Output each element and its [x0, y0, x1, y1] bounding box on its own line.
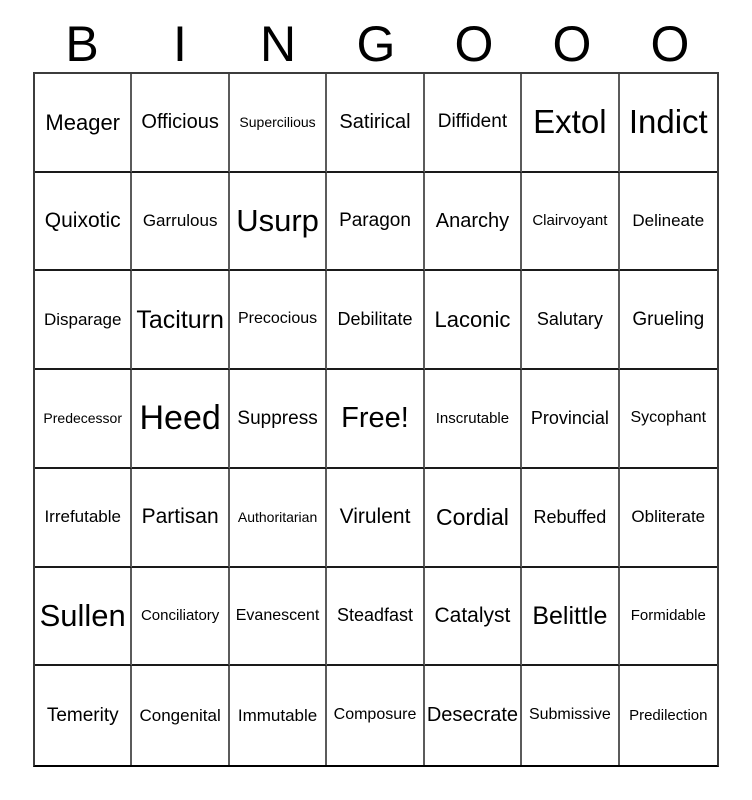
bingo-word: Usurp: [236, 202, 319, 238]
bingo-cell[interactable]: [230, 666, 327, 765]
bingo-cell[interactable]: [230, 568, 327, 667]
bingo-cell[interactable]: [425, 271, 522, 370]
bingo-cell[interactable]: [620, 469, 717, 568]
bingo-word: Catalyst: [434, 603, 511, 627]
bingo-word: Sycophant: [630, 409, 707, 427]
bingo-word: Sullen: [39, 597, 126, 633]
bingo-cell[interactable]: [425, 370, 522, 469]
bingo-cell[interactable]: [230, 271, 327, 370]
bingo-word: Diffident: [437, 111, 508, 133]
bingo-word: Delineate: [632, 211, 705, 231]
bingo-cell[interactable]: [522, 666, 619, 765]
title-letter: N: [259, 16, 297, 72]
bingo-cell[interactable]: [35, 469, 132, 568]
bingo-cell[interactable]: [132, 271, 229, 370]
bingo-cell[interactable]: [35, 568, 132, 667]
bingo-word: Formidable: [630, 607, 706, 625]
bingo-word: Immutable: [237, 705, 318, 725]
bingo-word: Cordial: [435, 504, 509, 531]
bingo-word: Meager: [45, 109, 120, 135]
bingo-word: Conciliatory: [140, 607, 220, 625]
bingo-word: Paragon: [339, 210, 411, 232]
bingo-cell[interactable]: [620, 568, 717, 667]
bingo-cell[interactable]: [230, 469, 327, 568]
bingo-cell[interactable]: [620, 370, 717, 469]
bingo-cell[interactable]: [132, 666, 229, 765]
bingo-word: Authoritarian: [237, 508, 318, 525]
bingo-cell[interactable]: [425, 173, 522, 272]
bingo-word: Evanescent: [235, 606, 320, 624]
title-letter: O: [650, 16, 690, 72]
bingo-word: Rebuffed: [533, 506, 607, 527]
bingo-cell[interactable]: [425, 469, 522, 568]
bingo-cell[interactable]: [35, 173, 132, 272]
title-letter: G: [356, 16, 396, 72]
bingo-cell[interactable]: [132, 173, 229, 272]
bingo-cell[interactable]: [425, 568, 522, 667]
bingo-cell[interactable]: [327, 173, 424, 272]
bingo-cell[interactable]: [522, 74, 619, 173]
bingo-word: Garrulous: [142, 211, 218, 231]
bingo-word: Laconic: [434, 307, 511, 333]
bingo-word: Belittle: [532, 601, 608, 630]
bingo-cell[interactable]: [327, 469, 424, 568]
title-letter: B: [65, 16, 99, 72]
bingo-word: Temerity: [46, 704, 119, 726]
bingo-cell[interactable]: [132, 74, 229, 173]
bingo-cell[interactable]: [132, 568, 229, 667]
bingo-cell[interactable]: [132, 469, 229, 568]
bingo-title: [33, 0, 719, 70]
bingo-word: Anarchy: [435, 209, 510, 232]
bingo-cell[interactable]: [327, 568, 424, 667]
bingo-cell[interactable]: [327, 666, 424, 765]
bingo-word: Clairvoyant: [532, 212, 608, 230]
bingo-cell[interactable]: [327, 271, 424, 370]
bingo-cell[interactable]: [522, 173, 619, 272]
bingo-word: Officious: [141, 110, 219, 133]
bingo-cell[interactable]: [522, 370, 619, 469]
bingo-word: Obliterate: [631, 507, 706, 527]
bingo-cell[interactable]: [35, 666, 132, 765]
bingo-word: Taciturn: [136, 305, 224, 334]
bingo-word: Grueling: [632, 308, 705, 330]
bingo-word: Salutary: [536, 309, 603, 330]
free-space-label: Free!: [341, 402, 409, 435]
bingo-grid: [33, 72, 719, 767]
bingo-word: Precocious: [237, 310, 318, 328]
bingo-word: Composure: [333, 706, 417, 724]
bingo-cell[interactable]: [327, 74, 424, 173]
bingo-word: Virulent: [339, 505, 411, 529]
bingo-word: Quixotic: [44, 209, 121, 233]
title-letter: O: [454, 16, 494, 72]
bingo-word: Submissive: [528, 706, 611, 724]
bingo-cell[interactable]: [132, 370, 229, 469]
bingo-word: Heed: [139, 398, 221, 437]
bingo-word: Inscrutable: [435, 409, 510, 427]
bingo-cell[interactable]: [620, 271, 717, 370]
bingo-cell[interactable]: [35, 271, 132, 370]
bingo-word: Provincial: [530, 408, 609, 429]
bingo-cell[interactable]: [425, 666, 522, 765]
bingo-word: Irrefutable: [44, 507, 121, 527]
title-letter: O: [552, 16, 592, 72]
bingo-cell[interactable]: [620, 666, 717, 765]
free-space-cell[interactable]: [327, 370, 424, 469]
bingo-word: Congenital: [139, 705, 221, 725]
bingo-cell[interactable]: [425, 74, 522, 173]
bingo-cell[interactable]: [522, 568, 619, 667]
bingo-word: Steadfast: [336, 605, 414, 626]
bingo-cell[interactable]: [620, 173, 717, 272]
bingo-word: Debilitate: [337, 309, 413, 330]
bingo-cell[interactable]: [35, 370, 132, 469]
bingo-word: Extol: [533, 103, 607, 141]
bingo-cell[interactable]: [230, 173, 327, 272]
bingo-word: Desecrate: [426, 704, 518, 727]
bingo-cell[interactable]: [230, 74, 327, 173]
bingo-cell[interactable]: [35, 74, 132, 173]
bingo-cell[interactable]: [620, 74, 717, 173]
bingo-word: Disparage: [43, 309, 122, 329]
bingo-word: Predecessor: [43, 410, 122, 427]
bingo-word: Supercilious: [239, 114, 316, 130]
title-letter: I: [173, 16, 187, 72]
bingo-word: Predilection: [629, 706, 708, 724]
bingo-cell[interactable]: [522, 271, 619, 370]
bingo-cell[interactable]: [230, 370, 327, 469]
bingo-word: Suppress: [237, 407, 318, 429]
bingo-cell[interactable]: [522, 469, 619, 568]
bingo-word: Partisan: [141, 505, 219, 529]
bingo-word: Satirical: [339, 110, 411, 133]
bingo-word: Indict: [628, 103, 708, 141]
